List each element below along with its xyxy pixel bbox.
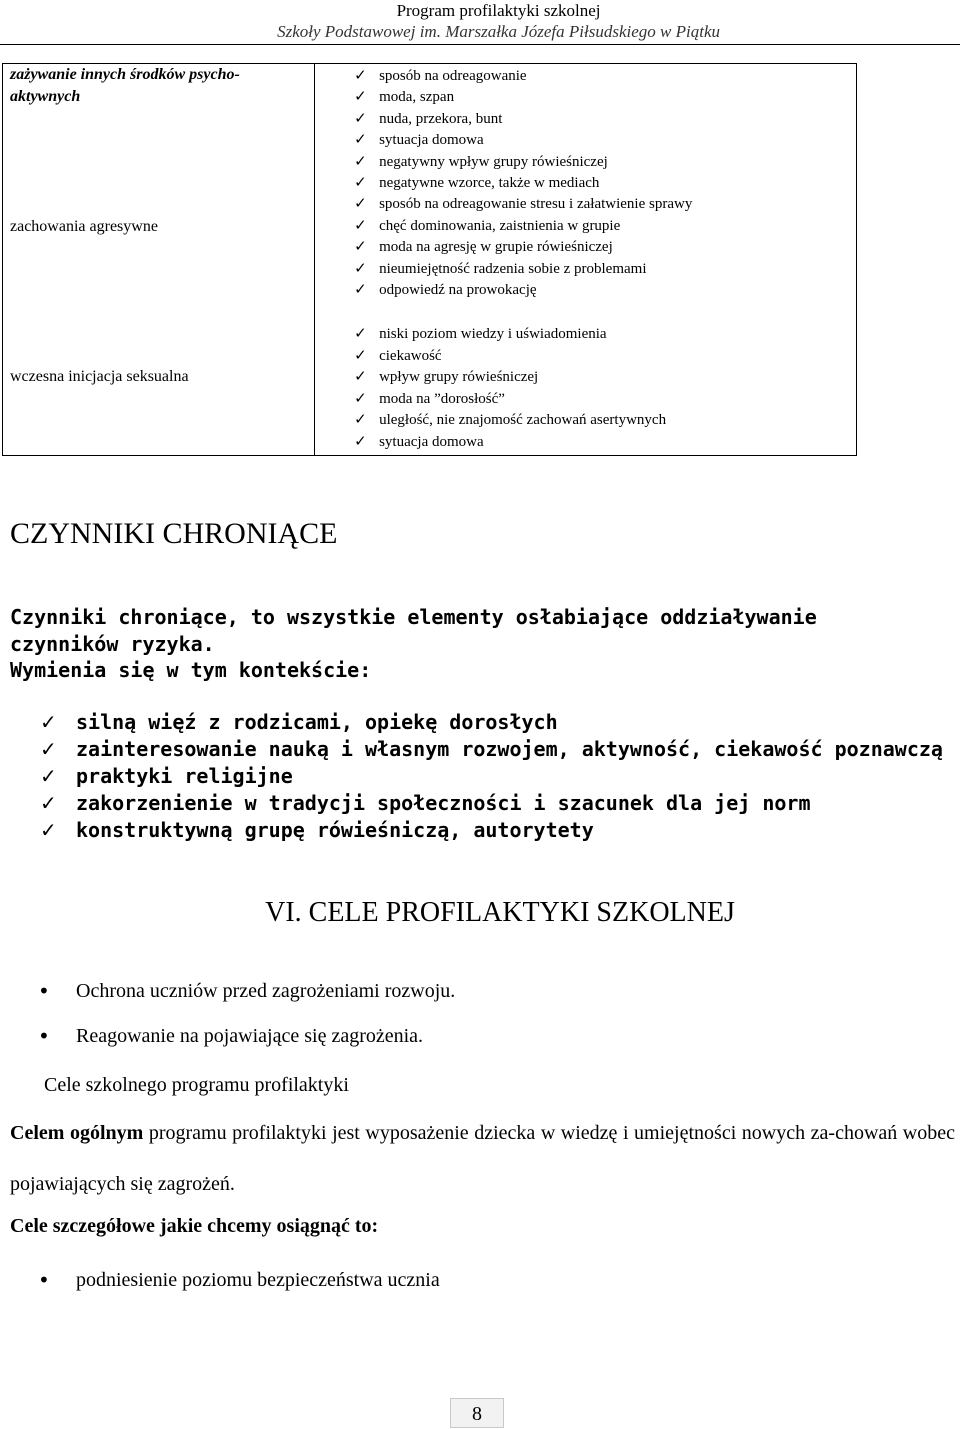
- list-item: ✓ chęć dominowania, zaistnienia w grupie: [315, 216, 856, 237]
- protective-factors-list: [0, 709, 950, 844]
- list-item: ✓ ciekawość: [315, 346, 856, 367]
- protective-intro: [10, 604, 940, 684]
- check-icon: ✓: [354, 89, 367, 106]
- list-item: ✓ moda, szpan: [315, 87, 856, 108]
- check-icon: ✓: [354, 433, 367, 450]
- check-icon: ✓: [354, 282, 367, 299]
- list-item: ✓ nieumiejętność radzenia sobie z problemami: [315, 259, 856, 280]
- program-goals-subtitle: Cele szkolnego programu profilaktyki: [44, 1074, 349, 1096]
- list-item: ✓ zakorzenienie w tradycji społeczności i szacunek dla jej norm: [40, 791, 811, 815]
- check-icon: ✓: [354, 110, 367, 127]
- label-aggression: zachowania agresywne: [10, 218, 158, 235]
- header-title: Program profilaktyki szkolnej: [396, 1, 601, 20]
- general-goal-text: programu profilaktyki jest wyposażenie dziecka w wiedzę i umiejętności nowych za-chowań wobec pojawiających się zagrożeń.: [10, 1122, 955, 1195]
- list-item: ✓ moda na agresję w grupie rówieśniczej: [315, 237, 856, 258]
- list-item: ✓ uległość, nie znajomość zachowań asertywnych: [315, 410, 856, 431]
- goals-bullet-list-1: [0, 978, 960, 1004]
- list-item: ✓ negatywne wzorce, także w mediach: [315, 173, 856, 194]
- list-item: ✓ nuda, przekora, bunt: [315, 109, 856, 130]
- list-item: ✓ sytuacja domowa: [315, 432, 856, 453]
- page-number: 8: [450, 1398, 504, 1428]
- check-icon: ✓: [354, 239, 367, 256]
- header-divider: [0, 44, 960, 45]
- bullet-icon: •: [38, 979, 50, 1003]
- list-item: • podniesienie poziomu bezpieczeństwa ucznia: [38, 1268, 440, 1292]
- label-substances: zażywanie innych środków psycho-aktywnych: [10, 66, 240, 105]
- check-icon: ✓: [354, 369, 367, 386]
- risk-causes-list-1: [315, 64, 856, 301]
- list-item: • Reagowanie na pojawiające się zagrożenia.: [38, 1024, 424, 1048]
- risk-labels-cell: [3, 64, 315, 456]
- detailed-goals-list: [0, 1267, 960, 1293]
- header-school: Szkoły Podstawowej im. Marszałka Józefa Piłsudskiego w Piątku: [277, 22, 720, 41]
- list-item: ✓ sposób na odreagowanie stresu i załatwienie sprawy: [315, 194, 856, 215]
- check-icon: ✓: [354, 153, 367, 170]
- bullet-icon: •: [38, 1268, 50, 1292]
- bullet-icon: •: [38, 1024, 50, 1048]
- intro-line: czynników ryzyka.: [10, 631, 215, 656]
- goals-section-title: VI. CELE PROFILAKTYKI SZKOLNEJ: [265, 897, 735, 928]
- check-icon: ✓: [40, 710, 57, 734]
- detailed-goals-title: Cele szczegółowe jakie chcemy osiągnąć to:: [10, 1215, 379, 1237]
- check-icon: ✓: [354, 217, 367, 234]
- intro-line: Wymienia się w tym kontekście:: [10, 658, 372, 682]
- check-icon: ✓: [40, 764, 57, 788]
- risk-causes-cell: [315, 64, 857, 456]
- list-item: ✓ konstruktywną grupę rówieśniczą, autorytety: [40, 818, 594, 842]
- check-icon: ✓: [354, 175, 367, 192]
- check-icon: ✓: [40, 737, 57, 761]
- list-item: ✓ odpowiedź na prowokację: [315, 280, 856, 301]
- page-header: [277, 0, 720, 42]
- list-item: ✓ negatywny wpływ grupy rówieśniczej: [315, 152, 856, 173]
- check-icon: ✓: [40, 791, 57, 815]
- goals-bullet-list-2: [0, 1023, 960, 1049]
- check-icon: ✓: [40, 818, 57, 842]
- label-sexual-initiation: wczesna inicjacja seksualna: [10, 368, 189, 385]
- check-icon: ✓: [354, 412, 367, 429]
- check-icon: ✓: [354, 196, 367, 213]
- list-item: ✓ sposób na odreagowanie: [315, 66, 856, 87]
- general-goal-paragraph: [10, 1108, 955, 1210]
- list-item: ✓ zainteresowanie nauką i własnym rozwojem, aktywność, ciekawość poznawczą: [40, 737, 943, 761]
- list-item: ✓ praktyki religijne: [40, 764, 293, 788]
- check-icon: ✓: [354, 347, 367, 364]
- general-goal-bold: Celem ogólnym: [10, 1122, 144, 1144]
- risk-causes-list-2: [315, 301, 856, 454]
- intro-line: Czynniki chroniące, to wszystkie elementy osłabiające oddziaływanie: [10, 605, 817, 629]
- list-item: ✓ niski poziom wiedzy i uświadomienia: [315, 324, 856, 345]
- protective-factors-title: CZYNNIKI CHRONIĄCE: [10, 517, 338, 550]
- list-item: • Ochrona uczniów przed zagrożeniami rozwoju.: [38, 979, 456, 1003]
- check-icon: ✓: [354, 68, 367, 84]
- list-item: ✓ silną więź z rodzicami, opiekę dorosłych: [40, 710, 558, 734]
- check-icon: ✓: [354, 326, 367, 343]
- check-icon: ✓: [354, 260, 367, 277]
- check-icon: ✓: [354, 132, 367, 149]
- check-icon: ✓: [354, 390, 367, 407]
- list-item: ✓ wpływ grupy rówieśniczej: [315, 367, 856, 388]
- list-item: ✓ sytuacja domowa: [315, 130, 856, 151]
- risk-factors-table: [2, 63, 857, 456]
- list-item: ✓ moda na ”dorosłość”: [315, 389, 856, 410]
